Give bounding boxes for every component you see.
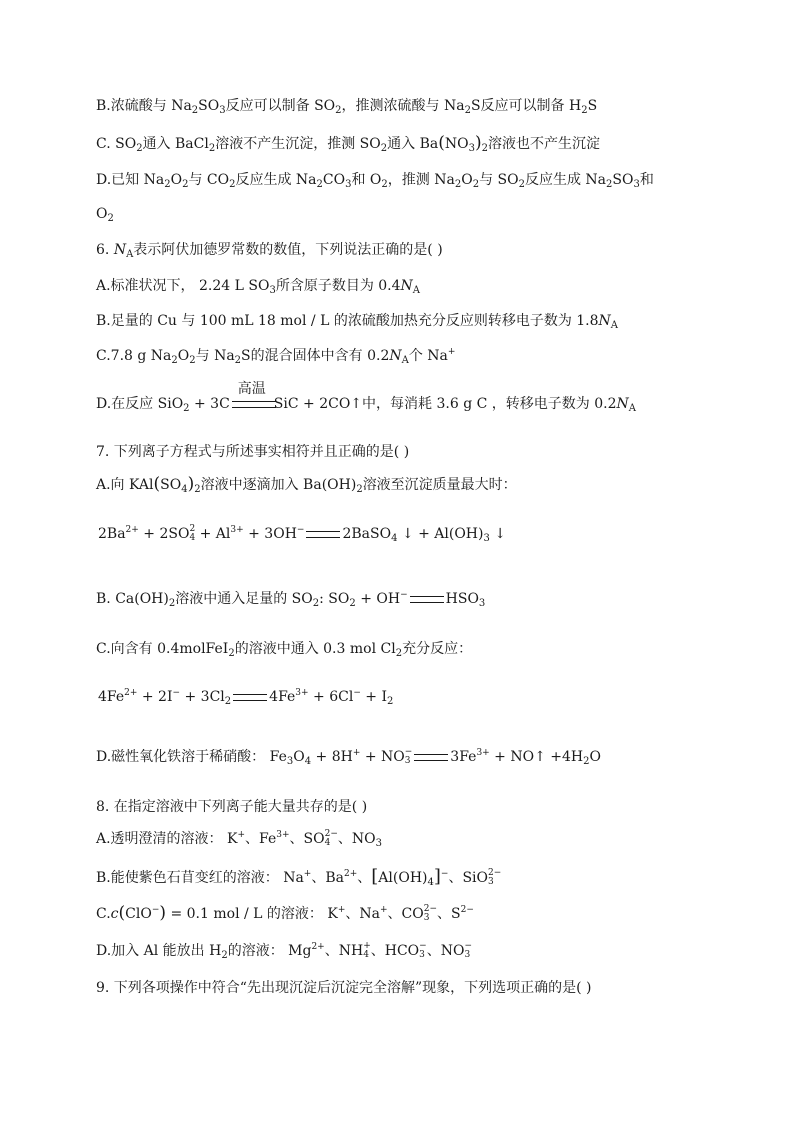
q5-option-d-continued: $O_2$ <box>96 206 114 224</box>
equals-sign <box>410 596 444 603</box>
q8-option-c: C.c(ClO−) = 0.1 mol / L 的溶液： K+、Na+、CO 2− 3 、$S^{2-}$ <box>96 903 474 923</box>
q5-option-b: B.浓硫酸与 $Na_2SO_3$反应可以制备 $SO_2$，推测浓硫酸与 $Na_2S$反应可以制备 $H_2S$ <box>96 98 598 116</box>
q8-option-a: A.透明澄清的溶液： K+、$Fe^{3+}$、SO 2− 4 、$NO_3$ <box>96 829 383 849</box>
q7-option-a-equation: $2Ba^{2+} + 2SO$ 2 4 + $Al^{3+} + 3OH^-$ 2BaSO$_4$ ↓ + $Al(OH)_3$ ↓ <box>98 524 507 544</box>
q6-option-d: D.在反应 SiO$_2$ + 3C 高温 SiC + 2CO↑中，每消耗 3.6 g C ，转移电子数为 $0.2N_A$ <box>96 381 636 414</box>
q6-stem: 6. $N_A$表示阿伏加德罗常数的数值，下列说法正确的是( ) <box>96 242 443 260</box>
q6-option-c: C.7.8 g $Na_2O_2$与 $Na_2S$的混合固体中含有 $0.2N_A$个 Na+ <box>96 347 456 366</box>
q5-option-c: C. $SO_2$通入 BaCl$_2$溶液不产生沉淀，推测 $SO_2$通入 $Ba(NO_3)_2$溶液也不产生沉淀 <box>96 133 600 154</box>
q7-option-a: A.向 $KAl(SO_4)_2$溶液中逐滴加入 $Ba(OH)_2$溶液至沉淀质量最大时： <box>96 474 517 495</box>
q7-option-d: D.磁性氧化铁溶于稀硝酸： $Fe_3O_4 + 8H^+$ + NO − 3 $3Fe^{3+}$ + NO↑ $+4H_2O$ <box>96 747 601 767</box>
q7-option-b: B. $Ca(OH)_2$溶液中通入足量的 $SO_2$: $SO_2 + OH^-$ $HSO_3$ <box>96 590 486 609</box>
q6-option-a: A.标准状况下， 2.24 L $SO_3$所含原子数目为 $0.4N_A$ <box>96 278 421 296</box>
equals-sign <box>414 754 448 761</box>
q7-stem: 7. 下列离子方程式与所述事实相符并且正确的是( ) <box>96 444 410 460</box>
q8-option-b: B.能使紫色石苜变红的溶液： Na+、$Ba^{2+}$、$[Al(OH)_4]^-$、SiO 2− 3 <box>96 866 502 888</box>
reaction-condition: 高温 <box>230 394 274 414</box>
q9-stem: 9. 下列各项操作中符合“先出现沉淀后沉淀完全溶解”现象，下列选项正确的是( ) <box>96 980 592 996</box>
q5-option-d: D.已知 $Na_2O_2$与 $CO_2$反应生成 $Na_2CO_3$和 $O_2$，推测 $Na_2O_2$与 $SO_2$反应生成 $Na_2SO_3$和 <box>96 172 654 190</box>
q6-option-b: B.足量的 Cu 与 100 mL 18 mol / L 的浓硫酸加热充分反应则转移电子数为 $1.8N_A$ <box>96 313 619 331</box>
q8-option-d: D.加入 Al 能放出 $H_2$的溶液： $Mg^{2+}$、NH + 4 、HCO − 3 、NO − 3 <box>96 941 472 961</box>
q8-stem: 8. 在指定溶液中下列离子能大量共存的是( ) <box>96 799 368 815</box>
equals-sign <box>233 694 267 701</box>
q7-option-c: C.向含有 0.4molFeI$_2$的溶液中通入 0.3 mol $Cl_2$充分反应： <box>96 641 473 659</box>
equals-sign <box>306 531 340 538</box>
q7-option-c-equation: $4Fe^{2+} + 2I^- + 3Cl_2$ $4Fe^{3+} + 6Cl^- + I_2$ <box>98 688 394 707</box>
